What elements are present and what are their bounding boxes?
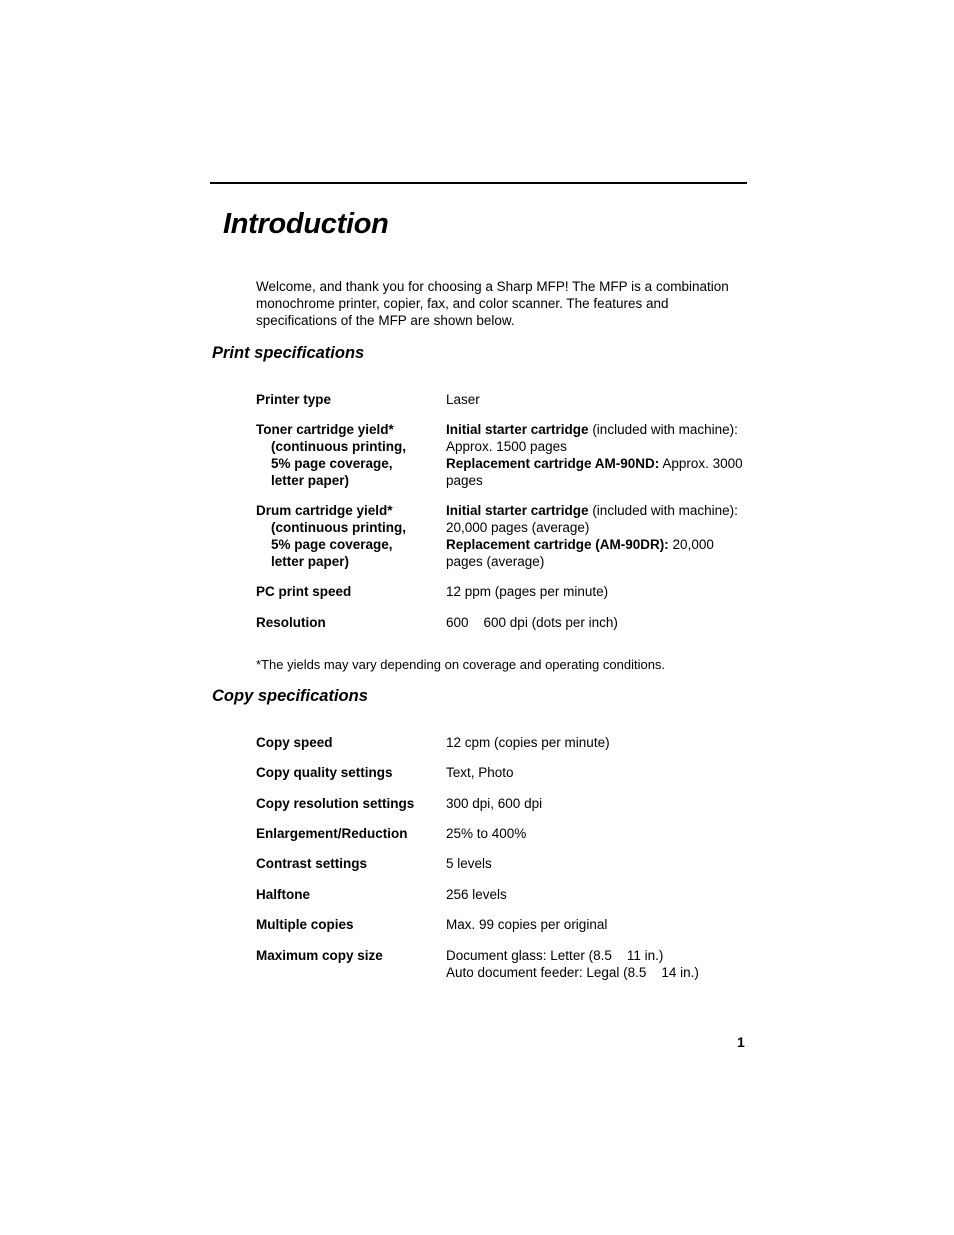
label-sub: letter paper) [271, 554, 350, 569]
spec-label: Enlargement/Reduction [256, 826, 408, 841]
spec-label: Multiple copies [256, 917, 354, 932]
value-text: Approx. 3000 pages [446, 456, 743, 488]
label-main: Drum cartridge yield* [256, 503, 393, 518]
spec-value: 300 dpi, 600 dpi [446, 796, 543, 811]
spec-value: Max. 99 copies per original [446, 917, 608, 932]
value-line: Auto document feeder: Legal (8.5 14 in.) [446, 965, 699, 980]
spec-value: 600 600 dpi (dots per inch) [446, 615, 618, 630]
spec-value: 25% to 400% [446, 826, 527, 841]
value-bold: Replacement cartridge AM-90ND: [446, 456, 660, 471]
spec-label: Halftone [256, 887, 310, 902]
spec-value [446, 502, 746, 570]
copy-specs-heading: Copy specifications [212, 687, 368, 705]
intro-paragraph: Welcome, and thank you for choosing a Sharp MFP! The MFP is a combination monochrome printer, copier, fax, and color scanner. The features and specifications of the MFP are shown below. [256, 279, 729, 328]
spec-label: Resolution [256, 615, 326, 630]
spec-label: Printer type [256, 392, 332, 407]
label-sub: (continuous printing, [271, 520, 406, 535]
spec-value: 5 levels [446, 856, 492, 871]
label-sub: letter paper) [271, 473, 350, 488]
print-specs-heading: Print specifications [212, 344, 365, 362]
value-bold: Replacement cartridge (AM-90DR): [446, 537, 669, 552]
label-sub: 5% page coverage, [271, 456, 393, 471]
label-sub: 5% page coverage, [271, 537, 393, 552]
spec-label [256, 502, 441, 570]
label-sub: (continuous printing, [271, 439, 406, 454]
page-number: 1 [737, 1034, 745, 1050]
spec-value: 12 ppm (pages per minute) [446, 584, 609, 599]
spec-label: PC print speed [256, 584, 352, 599]
spec-value: 12 cpm (copies per minute) [446, 735, 610, 750]
spec-label: Copy quality settings [256, 765, 393, 780]
spec-label: Copy speed [256, 735, 333, 750]
spec-label: Copy resolution settings [256, 796, 415, 811]
value-text: (included with machine): 20,000 pages (average) [446, 503, 738, 535]
value-text: 20,000 pages (average) [446, 537, 714, 569]
page-title: Introduction [223, 208, 389, 240]
yield-footnote: *The yields may vary depending on coverage and operating conditions. [256, 657, 666, 672]
spec-value: 256 levels [446, 887, 507, 902]
spec-label [256, 421, 441, 489]
spec-label: Maximum copy size [256, 948, 383, 963]
value-bold: Initial starter cartridge [446, 503, 589, 518]
spec-value: Laser [446, 392, 480, 407]
spec-value [446, 421, 746, 489]
label-main: Toner cartridge yield* [256, 422, 394, 437]
value-bold: Initial starter cartridge [446, 422, 589, 437]
value-text: (included with machine): Approx. 1500 pages [446, 422, 738, 454]
header-rule [210, 182, 747, 184]
spec-value: Text, Photo [446, 765, 514, 780]
spec-value [446, 947, 746, 981]
spec-label: Contrast settings [256, 856, 368, 871]
value-line: Document glass: Letter (8.5 11 in.) [446, 948, 664, 963]
